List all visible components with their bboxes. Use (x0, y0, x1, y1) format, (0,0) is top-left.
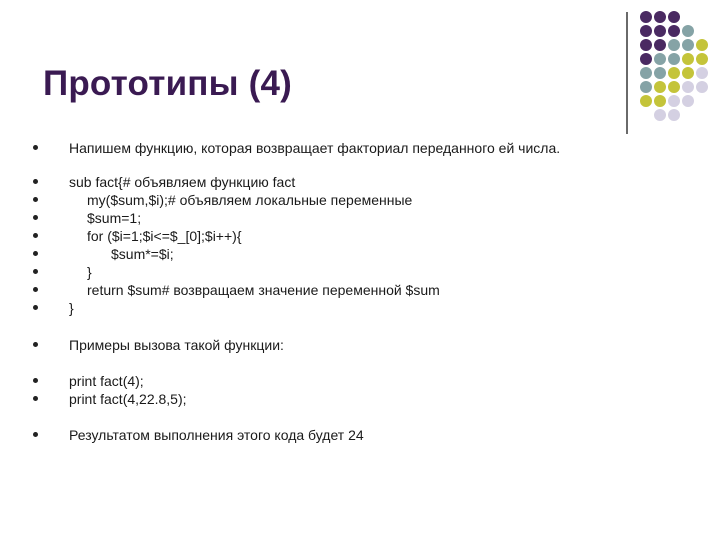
decor-dot (654, 39, 666, 51)
decor-dot (682, 39, 694, 51)
decor-dot (654, 11, 666, 23)
decor-dot (682, 67, 694, 79)
bullet-icon (33, 342, 38, 347)
code-line: my($sum,$i);# объявляем локальные переменные (87, 192, 413, 208)
bullet-line (0, 173, 296, 191)
decor-dot (668, 53, 680, 65)
bullet-line (0, 263, 92, 281)
decor-dot (654, 81, 666, 93)
bullet-icon (33, 251, 38, 256)
bullet-line (0, 299, 74, 317)
decor-dot (654, 109, 666, 121)
bullet-line (0, 227, 242, 245)
decor-dot (654, 95, 666, 107)
decor-dot (696, 81, 708, 93)
bullet-line (0, 390, 187, 408)
decor-dot (640, 53, 652, 65)
bullet-line (0, 372, 144, 390)
decor-dot (654, 67, 666, 79)
decor-dot (668, 95, 680, 107)
decor-dot (696, 53, 708, 65)
bullet-icon (33, 305, 38, 310)
decor-dot (640, 81, 652, 93)
decor-dot (668, 109, 680, 121)
bullet-icon (33, 269, 38, 274)
decor-dot (640, 67, 652, 79)
bullet-text: Напишем функцию, которая возвращает факториал переданного ей числа. (69, 140, 561, 156)
decor-dot (696, 67, 708, 79)
decor-dot (640, 11, 652, 23)
bullet-text: Примеры вызова такой функции: (69, 337, 284, 353)
bullet-line (0, 281, 440, 299)
code-line: for ($i=1;$i<=$_[0];$i++){ (87, 228, 242, 244)
code-line: sub fact{# объявляем функцию fact (69, 174, 296, 190)
decor-dot (668, 81, 680, 93)
bullet-icon (33, 396, 38, 401)
decor-dot (640, 95, 652, 107)
decor-dot (668, 11, 680, 23)
bullet-line (0, 245, 174, 263)
decor-dot (682, 53, 694, 65)
code-line: return $sum# возвращаем значение переменной $sum (87, 282, 440, 298)
code-line: } (69, 300, 74, 316)
decor-dot (668, 67, 680, 79)
bullet-icon (33, 179, 38, 184)
decor-dot (696, 39, 708, 51)
bullet-line (0, 426, 364, 444)
decor-dot (640, 39, 652, 51)
decor-dot (682, 25, 694, 37)
bullet-line (0, 191, 413, 209)
slide-title: Прототипы (4) (43, 64, 293, 103)
decor-dot (682, 95, 694, 107)
bullet-line (0, 209, 142, 227)
code-line: $sum*=$i; (111, 246, 174, 262)
bullet-icon (33, 145, 38, 150)
bullet-icon (33, 197, 38, 202)
bullet-icon (33, 215, 38, 220)
decor-dot (654, 25, 666, 37)
decor-dot (682, 81, 694, 93)
decor-dot (654, 53, 666, 65)
decor-dot (668, 39, 680, 51)
code-line: print fact(4); (69, 373, 144, 389)
code-line: print fact(4,22.8,5); (69, 391, 187, 407)
decor-dot (640, 25, 652, 37)
decor-vertical-rule (626, 12, 628, 134)
code-line: } (87, 264, 92, 280)
code-line: $sum=1; (87, 210, 142, 226)
bullet-line (0, 139, 561, 157)
bullet-text: Результатом выполнения этого кода будет 24 (69, 427, 364, 443)
bullet-icon (33, 233, 38, 238)
bullet-icon (33, 378, 38, 383)
decor-dot (668, 25, 680, 37)
bullet-line (0, 336, 284, 354)
bullet-icon (33, 287, 38, 292)
bullet-icon (33, 432, 38, 437)
